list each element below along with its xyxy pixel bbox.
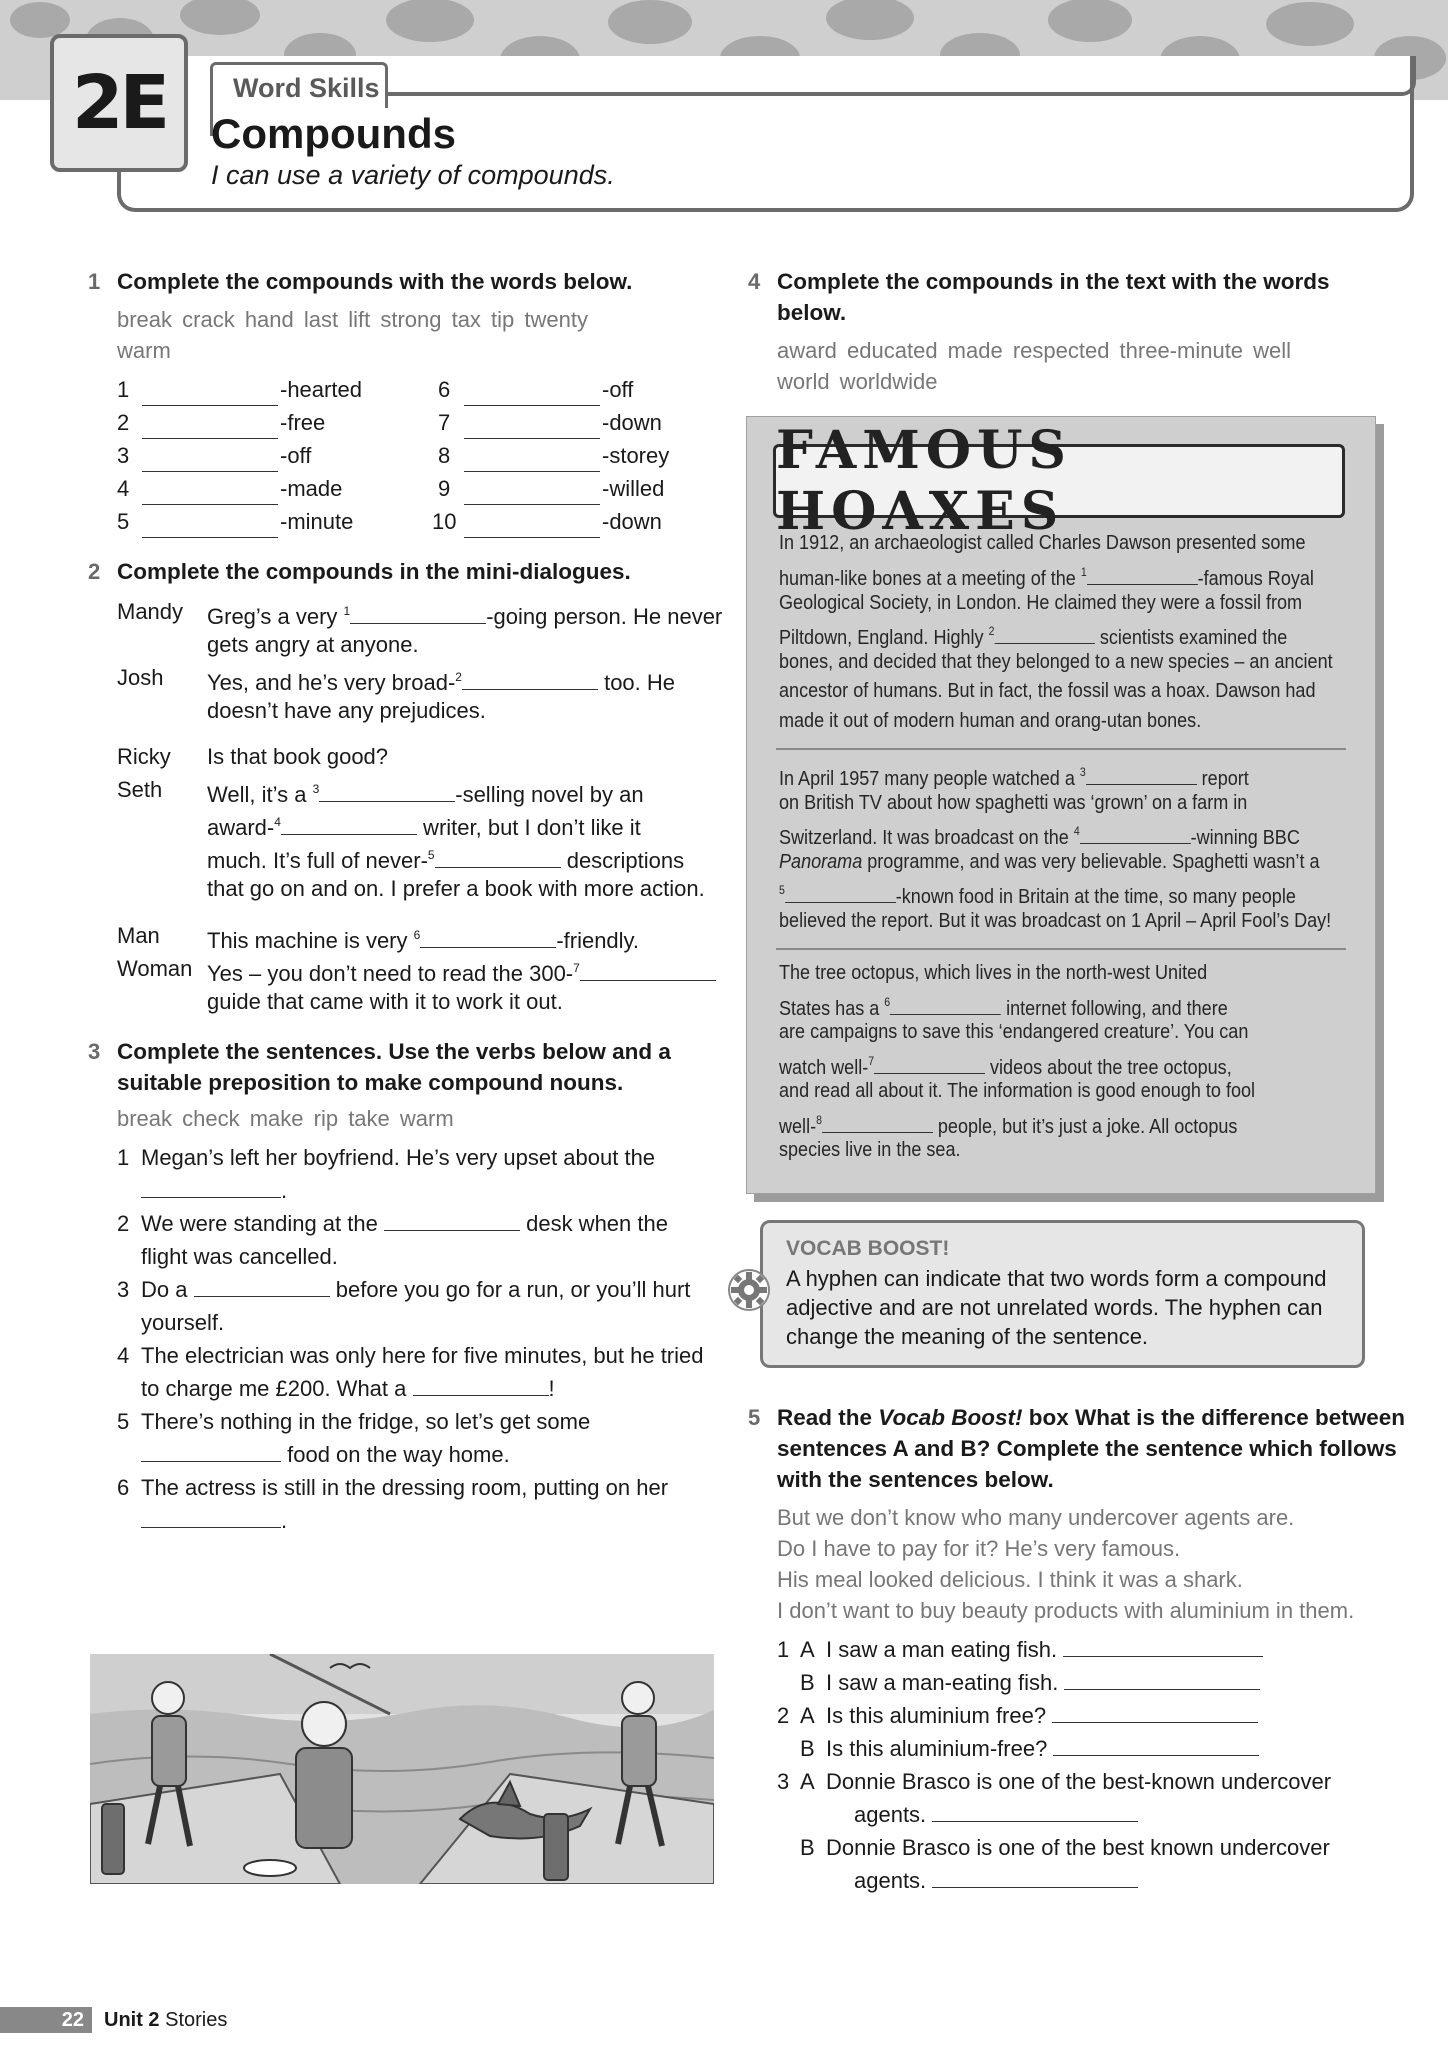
line-text: food on the way home. xyxy=(287,1442,510,1467)
word-bank: break check make rip take warm xyxy=(117,1106,454,1131)
gap-number: 2 xyxy=(455,670,462,684)
sentence-bank: But we don’t know who many undercover agents are. xyxy=(777,1505,1295,1530)
answer-blank[interactable] xyxy=(142,419,278,439)
compound-suffix: -willed xyxy=(602,476,665,501)
gap-number: 5 xyxy=(779,883,785,897)
answer-blank[interactable] xyxy=(464,419,600,439)
exercise-number: 4 xyxy=(748,269,761,294)
answer-blank[interactable] xyxy=(141,1178,281,1198)
line-text: Yes, and he’s very broad- xyxy=(207,670,456,695)
page-title: Compounds xyxy=(211,110,456,157)
vocab-boost-text: change the meaning of the sentence. xyxy=(786,1324,1149,1349)
line-text: well- xyxy=(779,1115,817,1138)
vocab-boost-text: adjective and are not unrelated words. The hyphen can xyxy=(786,1295,1323,1320)
sentence-text xyxy=(141,1274,690,1305)
word-bank: world worldwide xyxy=(777,369,938,394)
sentence-text xyxy=(826,1634,1263,1665)
exercise-instruction xyxy=(777,1402,1405,1433)
gap-number: 8 xyxy=(816,1113,822,1127)
item-number: 7 xyxy=(438,410,451,435)
answer-blank[interactable] xyxy=(464,386,600,406)
compound-suffix: -minute xyxy=(280,509,354,534)
item-letter: A xyxy=(800,1703,815,1728)
word-bank: award educated made respected three-minute well xyxy=(777,338,1292,363)
item-number: 1 xyxy=(777,1637,790,1662)
sentence-text xyxy=(826,1667,1260,1698)
item-number: 6 xyxy=(117,1475,130,1500)
exercise-instruction: Complete the compounds with the words below. xyxy=(117,269,633,294)
line-text: Vocab Boost! xyxy=(878,1405,1023,1430)
answer-blank[interactable] xyxy=(464,452,600,472)
answer-blank[interactable] xyxy=(1063,1637,1263,1657)
line-text: award- xyxy=(207,815,275,840)
line-text: report xyxy=(1201,767,1249,790)
item-letter: B xyxy=(800,1736,815,1761)
gap-number: 4 xyxy=(1073,824,1080,838)
article-line: ancestor of humans. But in fact, the fossil was a hoax. Dawson had xyxy=(779,679,1316,702)
line-text: descriptions xyxy=(560,848,685,873)
line-text: programme, and was very believable. Spaghetti wasn’t a xyxy=(862,850,1320,873)
line-text: Piltdown, England. Highly xyxy=(779,626,984,649)
sentence-text: The electrician was only here for five minutes, but he tried xyxy=(141,1343,704,1368)
item-number: 4 xyxy=(117,1343,130,1368)
article-line: and read all about it. The information is good enough to fool xyxy=(779,1079,1256,1102)
item-number: 9 xyxy=(438,476,451,501)
answer-blank[interactable] xyxy=(141,1442,281,1462)
dialogue-line: doesn’t have any prejudices. xyxy=(207,698,486,723)
compound-suffix: -off xyxy=(602,377,634,402)
answer-blank[interactable] xyxy=(142,485,278,505)
item-number: 5 xyxy=(117,509,130,534)
item-letter: B xyxy=(800,1670,815,1695)
article-title: FAMOUS HOAXES xyxy=(776,420,1072,542)
sentence-text xyxy=(826,1733,1259,1764)
gap-number: 4 xyxy=(274,815,281,829)
line-text: videos about the tree octopus, xyxy=(990,1056,1232,1079)
line-text: Greg’s a very xyxy=(207,604,344,629)
answer-blank[interactable] xyxy=(932,1802,1138,1822)
item-number: 8 xyxy=(438,443,451,468)
answer-blank[interactable] xyxy=(142,386,278,406)
answer-blank[interactable] xyxy=(580,961,716,981)
line-text: In April 1957 many people watched a xyxy=(779,767,1075,790)
page-subtitle: I can use a variety of compounds. xyxy=(211,160,615,190)
sentence-text: The actress is still in the dressing room, putting on her xyxy=(141,1475,669,1500)
line-text: ! xyxy=(548,1376,555,1401)
exercise-instruction: with the sentences below. xyxy=(777,1467,1054,1492)
article-line: Geological Society, in London. He claimed they were a fossil from xyxy=(779,591,1303,614)
speaker-name: Josh xyxy=(117,665,164,690)
exercise-instruction: Complete the sentences. Use the verbs below and a xyxy=(117,1039,671,1064)
answer-blank[interactable] xyxy=(1053,1736,1259,1756)
line-text: agents. xyxy=(854,1868,927,1893)
answer-blank[interactable] xyxy=(420,928,556,948)
answer-blank[interactable] xyxy=(142,452,278,472)
page-number: 22 xyxy=(0,2007,92,2033)
cartoon-illustration xyxy=(90,1654,714,1884)
item-number: 1 xyxy=(117,377,130,402)
answer-blank[interactable] xyxy=(994,624,1094,644)
answer-blank[interactable] xyxy=(281,815,417,835)
item-number: 10 xyxy=(432,509,457,534)
sentence-text xyxy=(854,1799,1138,1830)
sentence-text: yourself. xyxy=(141,1310,225,1335)
compound-suffix: -down xyxy=(602,509,662,534)
sentence-text xyxy=(141,1175,287,1206)
word-bank: break crack hand last lift strong tax tip twenty xyxy=(117,307,588,332)
gap-number: 3 xyxy=(312,782,320,796)
exercise-instruction: below. xyxy=(777,300,847,325)
vocab-boost-text: A hyphen can indicate that two words form a compound xyxy=(786,1266,1327,1291)
line-text: agents. xyxy=(854,1802,927,1827)
line-text: to charge me £200. What a xyxy=(141,1376,407,1401)
answer-blank[interactable] xyxy=(141,1508,281,1528)
sentence-text: flight was cancelled. xyxy=(141,1244,338,1269)
item-number: 6 xyxy=(438,377,451,402)
item-number: 3 xyxy=(777,1769,790,1794)
gap-number: 1 xyxy=(343,604,351,618)
item-letter: A xyxy=(800,1769,815,1794)
line-text: Is this aluminium-free? xyxy=(826,1736,1048,1761)
sentence-text xyxy=(854,1865,1138,1896)
exercise-instruction: suitable preposition to make compound nouns. xyxy=(117,1070,624,1095)
section-tab: Word Skills xyxy=(210,62,388,108)
line-text: -going person. He never xyxy=(486,604,723,629)
sentence-text xyxy=(826,1700,1258,1731)
article-line: bones, and decided that they belonged to a new species – an ancient xyxy=(779,650,1333,673)
exercise-instruction: sentences A and B? Complete the sentence which follows xyxy=(777,1436,1397,1461)
footer-unit xyxy=(104,2007,227,2033)
exercise-number: 1 xyxy=(88,269,101,294)
line-text: Do a xyxy=(141,1277,188,1302)
gap-number: 7 xyxy=(573,961,580,975)
answer-blank[interactable] xyxy=(194,1277,330,1297)
answer-blank[interactable] xyxy=(1087,565,1198,585)
answer-blank[interactable] xyxy=(413,1376,549,1396)
speaker-name: Man xyxy=(117,923,160,948)
answer-blank[interactable] xyxy=(1086,765,1197,785)
dialogue-line xyxy=(207,774,644,810)
answer-blank[interactable] xyxy=(350,604,486,624)
gap-number: 7 xyxy=(868,1054,875,1068)
article-divider xyxy=(776,948,1346,950)
article-line: In 1912, an archaeologist called Charles Dawson presented some xyxy=(779,531,1306,554)
speaker-name: Ricky xyxy=(117,744,171,769)
speaker-name: Woman xyxy=(117,956,193,981)
item-number: 5 xyxy=(117,1409,130,1434)
dialogue-line xyxy=(207,953,716,989)
answer-blank[interactable] xyxy=(384,1211,520,1231)
line-text: internet following, and there xyxy=(1006,997,1228,1020)
sentence-bank: His meal looked delicious. I think it was a shark. xyxy=(777,1567,1243,1592)
dialogue-line xyxy=(207,596,722,632)
unit-title: Stories xyxy=(165,2009,228,2031)
answer-blank[interactable] xyxy=(1080,824,1191,844)
line-text: human-like bones at a meeting of the xyxy=(779,567,1076,590)
dialogue-line xyxy=(207,807,641,843)
line-text: -famous Royal xyxy=(1197,567,1314,590)
exercise-instruction: Complete the compounds in the text with the words xyxy=(777,269,1330,294)
article-line: made it out of modern human and orang-utan bones. xyxy=(779,709,1202,732)
line-text: . xyxy=(281,1178,288,1203)
exercise-number: 5 xyxy=(748,1405,761,1430)
line-text: Read the xyxy=(777,1405,879,1430)
article-line: are campaigns to save this ‘endangered creature’. You can xyxy=(779,1020,1249,1043)
line-text: I saw a man-eating fish. xyxy=(826,1670,1059,1695)
answer-blank[interactable] xyxy=(435,848,561,868)
gap-number: 5 xyxy=(427,848,435,862)
sentence-text: Donnie Brasco is one of the best-known undercover xyxy=(826,1769,1332,1794)
answer-blank[interactable] xyxy=(464,518,600,538)
item-letter: A xyxy=(800,1637,815,1662)
gap-number: 6 xyxy=(884,995,891,1009)
dialogue-line xyxy=(207,920,639,956)
line-text: States has a xyxy=(779,997,880,1020)
compound-suffix: -off xyxy=(280,443,312,468)
article-line xyxy=(779,847,1319,877)
line-text: -known food in Britain at the time, so many people xyxy=(895,885,1296,908)
item-number: 2 xyxy=(117,410,130,435)
line-text: much. It’s full of never- xyxy=(207,848,428,873)
sentence-text xyxy=(141,1208,668,1239)
dialogue-line: Is that book good? xyxy=(207,744,389,769)
lesson-badge: 2E xyxy=(50,34,188,172)
sentence-bank: Do I have to pay for it? He’s very famous. xyxy=(777,1536,1181,1561)
article-divider xyxy=(776,748,1346,750)
line-text: scientists examined the xyxy=(1099,626,1288,649)
dialogue-line xyxy=(207,840,684,876)
speaker-name: Mandy xyxy=(117,599,184,624)
answer-blank[interactable] xyxy=(874,1054,985,1074)
gap-number: 3 xyxy=(1079,765,1086,779)
exercise-number: 3 xyxy=(88,1039,101,1064)
gap-number: 6 xyxy=(413,928,421,942)
sentence-text xyxy=(141,1505,287,1536)
sentence-text xyxy=(141,1373,555,1404)
answer-blank[interactable] xyxy=(1052,1703,1258,1723)
item-number: 3 xyxy=(117,1277,130,1302)
compound-suffix: -made xyxy=(280,476,343,501)
item-number: 4 xyxy=(117,476,130,501)
line-text: too. He xyxy=(597,670,676,695)
compound-suffix: -down xyxy=(602,410,662,435)
vocab-boost-title: VOCAB BOOST! xyxy=(786,1237,950,1260)
item-letter: B xyxy=(800,1835,815,1860)
line-text: Is this aluminium free? xyxy=(826,1703,1047,1728)
line-text: Switzerland. It was broadcast on the xyxy=(779,826,1069,849)
programme-title: Panorama xyxy=(779,850,863,873)
item-number: 3 xyxy=(117,443,130,468)
line-text: watch well- xyxy=(779,1056,869,1079)
word-bank: warm xyxy=(117,338,171,363)
gear-icon xyxy=(727,1268,771,1312)
line-text: before you go for a run, or you’ll hurt xyxy=(335,1277,691,1302)
line-text: . xyxy=(281,1508,288,1533)
line-text: writer, but I don’t like it xyxy=(416,815,641,840)
line-text: -friendly. xyxy=(556,928,640,953)
item-number: 2 xyxy=(777,1703,790,1728)
answer-blank[interactable] xyxy=(822,1113,933,1133)
item-number: 2 xyxy=(117,1211,130,1236)
answer-blank[interactable] xyxy=(142,518,278,538)
answer-blank[interactable] xyxy=(932,1868,1138,1888)
line-text: desk when the xyxy=(526,1211,668,1236)
line-text: people, but it’s just a joke. All octopus xyxy=(937,1115,1238,1138)
article-line: on British TV about how spaghetti was ‘grown’ on a farm in xyxy=(779,791,1248,814)
compound-suffix: -free xyxy=(280,410,326,435)
article-line: believed the report. But it was broadcast on 1 April – April Fool’s Day! xyxy=(779,909,1332,932)
line-text: -winning BBC xyxy=(1190,826,1300,849)
article-line: The tree octopus, which lives in the north-west United xyxy=(779,961,1208,984)
answer-blank[interactable] xyxy=(785,883,896,903)
article-title-frame xyxy=(773,420,1345,542)
cartoon-drawing xyxy=(90,1654,714,1884)
item-number: 1 xyxy=(117,1145,130,1170)
line-text: -selling novel by an xyxy=(455,782,644,807)
gap-number: 1 xyxy=(1080,565,1087,579)
header-rule xyxy=(380,56,1416,96)
compound-suffix: -hearted xyxy=(280,377,362,402)
dialogue-line: that go on and on. I prefer a book with more action. xyxy=(207,876,705,901)
unit-label: Unit 2 xyxy=(104,2009,160,2031)
exercise-instruction: Complete the compounds in the mini-dialogues. xyxy=(117,559,631,584)
sentence-text xyxy=(141,1439,510,1470)
gap-number: 2 xyxy=(988,624,995,638)
line-text: Yes – you don’t need to read the 300- xyxy=(207,961,574,986)
answer-blank[interactable] xyxy=(890,995,1001,1015)
answer-blank[interactable] xyxy=(1064,1670,1260,1690)
sentence-text: Donnie Brasco is one of the best known undercover xyxy=(826,1835,1330,1860)
sentence-bank: I don’t want to buy beauty products with aluminium in them. xyxy=(777,1598,1355,1623)
dialogue-line: guide that came with it to work it out. xyxy=(207,989,563,1014)
sentence-text: Megan’s left her boyfriend. He’s very upset about the xyxy=(141,1145,656,1170)
speaker-name: Seth xyxy=(117,777,163,802)
line-text: Well, it’s a xyxy=(207,782,313,807)
answer-blank[interactable] xyxy=(464,485,600,505)
line-text: This machine is very xyxy=(207,928,414,953)
dialogue-line xyxy=(207,662,675,698)
sentence-text: There’s nothing in the fridge, so let’s get some xyxy=(141,1409,591,1434)
line-text: box What is the difference between xyxy=(1022,1405,1406,1430)
exercise-number: 2 xyxy=(88,559,101,584)
line-text: We were standing at the xyxy=(141,1211,378,1236)
line-text: I saw a man eating fish. xyxy=(826,1637,1058,1662)
compound-suffix: -storey xyxy=(602,443,670,468)
answer-blank[interactable] xyxy=(462,670,598,690)
answer-blank[interactable] xyxy=(319,782,455,802)
dialogue-line: gets angry at anyone. xyxy=(207,632,419,657)
article-line: species live in the sea. xyxy=(779,1138,961,1161)
